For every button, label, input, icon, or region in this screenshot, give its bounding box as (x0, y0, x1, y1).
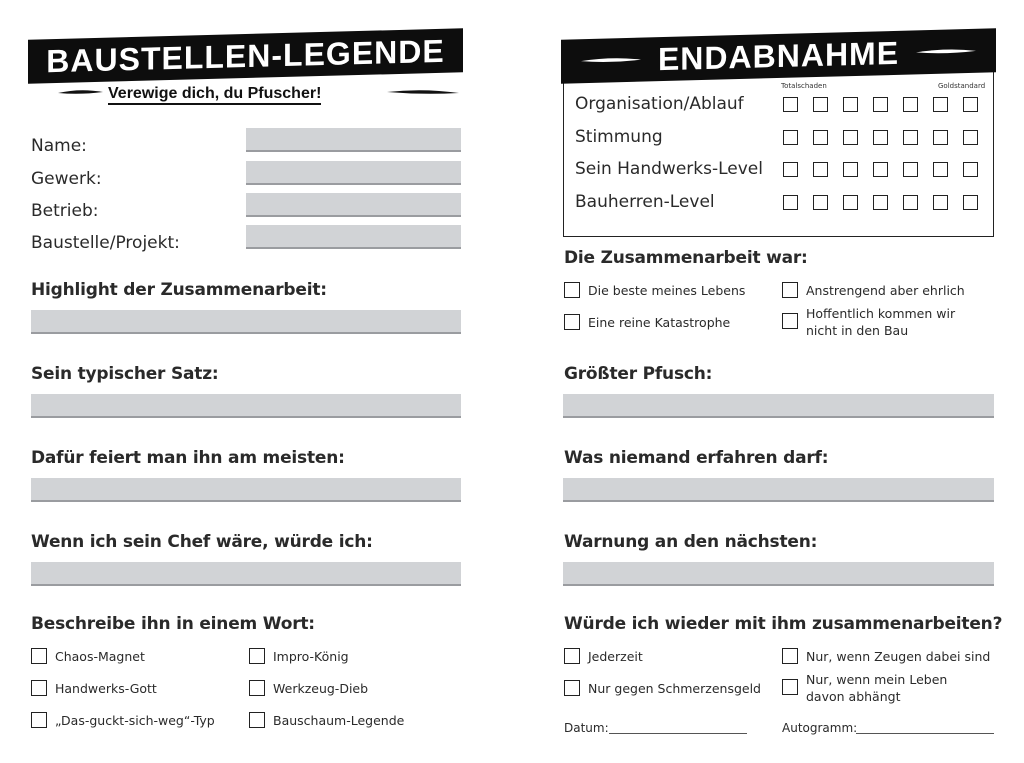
checkbox-label: Werkzeug-Dieb (273, 681, 369, 696)
checkbox-katastrophe[interactable] (564, 314, 730, 331)
question-niemand-erfahren: Was niemand erfahren darf: (564, 448, 829, 468)
checkbox-handwerks-gott[interactable] (31, 680, 157, 697)
checkbox-jederzeit[interactable] (564, 648, 643, 665)
rating-box[interactable] (843, 97, 858, 112)
field-label-name: Name: (31, 136, 87, 156)
checkbox-box[interactable] (249, 712, 265, 728)
scale-max-label: Goldstandard (938, 82, 986, 90)
field-label-baustelle: Baustelle/Projekt: (31, 233, 180, 253)
checkbox-label: Jederzeit (588, 649, 643, 664)
rating-box[interactable] (813, 130, 828, 145)
left-title-banner (28, 28, 463, 83)
checkbox-bauschaum-legende[interactable] (249, 712, 404, 729)
checkbox-label: Nur gegen Schmerzensgeld (588, 681, 761, 696)
rating-box[interactable] (963, 130, 978, 145)
rating-box[interactable] (783, 97, 798, 112)
rating-box[interactable] (873, 162, 888, 177)
rating-box[interactable] (813, 97, 828, 112)
name-field[interactable] (246, 128, 461, 152)
checkbox-box[interactable] (249, 680, 265, 696)
checkbox-das-guckt-sich-weg[interactable] (31, 712, 215, 729)
checkbox-box[interactable] (564, 282, 580, 298)
checkbox-label: Eine reine Katastrophe (588, 315, 731, 330)
rating-row-handwerks-level (575, 159, 785, 179)
checkbox-label: Bauschaum-Legende (273, 713, 405, 728)
rating-box[interactable] (783, 130, 798, 145)
rating-row-bauherren-level (575, 192, 785, 212)
checkbox-box[interactable] (564, 680, 580, 696)
checkbox-box[interactable] (782, 679, 798, 695)
rating-box[interactable] (933, 195, 948, 210)
rating-scale[interactable] (783, 97, 993, 112)
checkbox-box[interactable] (782, 282, 798, 298)
rating-box[interactable] (843, 130, 858, 145)
checkbox-impro-koenig[interactable] (249, 648, 349, 665)
question-wieder-zusammenarbeiten: Würde ich wieder mit ihm zusammenarbeiten? (564, 614, 1003, 634)
rating-box[interactable] (843, 195, 858, 210)
left-title: BAUSTELLEN-LEGENDE (46, 32, 445, 80)
rating-label: Bauherren-Level (575, 192, 715, 212)
chef-field[interactable] (31, 562, 461, 586)
checkbox-box[interactable] (782, 648, 798, 664)
checkbox-nicht-in-den-bau[interactable] (782, 305, 966, 339)
checkbox-anstrengend[interactable] (782, 282, 965, 299)
left-subtitle: Verewige dich, du Pfuscher! (108, 84, 321, 105)
subtitle-swoosh-left (58, 88, 103, 98)
rating-box[interactable] (903, 162, 918, 177)
rating-label: Organisation/Ablauf (575, 94, 744, 114)
autograph-line[interactable] (856, 733, 994, 734)
rating-box[interactable] (873, 130, 888, 145)
checkbox-label: Hoffentlich kommen wir nicht in den Bau (806, 306, 956, 338)
geheimnis-field[interactable] (563, 478, 994, 502)
checkbox-label: Nur, wenn mein Leben davon abhängt (806, 672, 948, 704)
question-groesster-pfusch: Größter Pfusch: (564, 364, 713, 384)
checkbox-box[interactable] (249, 648, 265, 664)
rating-box[interactable] (843, 162, 858, 177)
question-typischer-satz: Sein typischer Satz: (31, 364, 219, 384)
field-label-gewerk: Gewerk: (31, 169, 102, 189)
checkbox-label: Die beste meines Lebens (588, 283, 746, 298)
highlight-field[interactable] (31, 310, 461, 334)
rating-row-organisation (575, 94, 785, 114)
checkbox-box[interactable] (31, 712, 47, 728)
subtitle-swoosh-right (387, 88, 459, 98)
rating-scale[interactable] (783, 195, 993, 210)
rating-box[interactable] (813, 162, 828, 177)
field-label-betrieb: Betrieb: (31, 201, 99, 221)
checkbox-box[interactable] (31, 648, 47, 664)
checkbox-beste-meines-lebens[interactable] (564, 282, 745, 299)
checkbox-box[interactable] (564, 314, 580, 330)
rating-box[interactable] (963, 162, 978, 177)
rating-row-stimmung (575, 127, 785, 147)
rating-scale[interactable] (783, 162, 993, 177)
checkbox-label: Handwerks-Gott (55, 681, 157, 696)
question-ein-wort: Beschreibe ihn in einem Wort: (31, 614, 315, 634)
typischer-satz-field[interactable] (31, 394, 461, 418)
checkbox-box[interactable] (31, 680, 47, 696)
rating-box[interactable] (933, 130, 948, 145)
checkbox-box[interactable] (782, 313, 798, 329)
rating-box[interactable] (873, 195, 888, 210)
checkbox-werkzeug-dieb[interactable] (249, 680, 368, 697)
question-highlight: Highlight der Zusammenarbeit: (31, 280, 327, 300)
date-line[interactable] (609, 733, 747, 734)
rating-box[interactable] (963, 195, 978, 210)
checkbox-label: Anstrengend aber ehrlich (806, 283, 965, 298)
rating-box[interactable] (873, 97, 888, 112)
rating-box[interactable] (903, 130, 918, 145)
checkbox-leben-abhaengt[interactable] (782, 671, 956, 705)
title-swoosh-right (916, 47, 976, 57)
question-warnung: Warnung an den nächsten: (564, 532, 818, 552)
rating-box[interactable] (933, 162, 948, 177)
rating-box[interactable] (933, 97, 948, 112)
checkbox-label: „Das-guckt-sich-weg“-Typ (55, 713, 215, 728)
checkbox-label: Chaos-Magnet (55, 649, 145, 664)
checkbox-chaos-magnet[interactable] (31, 648, 145, 665)
rating-box[interactable] (963, 97, 978, 112)
date-label: Datum: (564, 721, 609, 735)
rating-label: Sein Handwerks-Level (575, 159, 763, 179)
betrieb-field[interactable] (246, 193, 461, 217)
rating-scale[interactable] (783, 130, 993, 145)
baustelle-field[interactable] (246, 225, 461, 249)
scale-min-label: Totalschaden (781, 82, 827, 90)
rating-box[interactable] (903, 195, 918, 210)
autograph-label: Autogramm: (782, 721, 858, 735)
right-title: ENDABNAHME (657, 34, 900, 78)
rating-box[interactable] (783, 162, 798, 177)
title-swoosh-left (581, 56, 641, 66)
gefeiert-field[interactable] (31, 478, 461, 502)
warnung-field[interactable] (563, 562, 994, 586)
checkbox-box[interactable] (564, 648, 580, 664)
pfusch-field[interactable] (563, 394, 994, 418)
checkbox-zeugen[interactable] (782, 648, 990, 665)
rating-box[interactable] (783, 195, 798, 210)
rating-label: Stimmung (575, 127, 663, 147)
checkbox-label: Nur, wenn Zeugen dabei sind (806, 649, 991, 664)
checkbox-schmerzensgeld[interactable] (564, 680, 761, 697)
rating-box[interactable] (903, 97, 918, 112)
question-chef: Wenn ich sein Chef wäre, würde ich: (31, 532, 373, 552)
checkbox-label: Impro-König (273, 649, 349, 664)
gewerk-field[interactable] (246, 161, 461, 185)
rating-box[interactable] (813, 195, 828, 210)
question-zusammenarbeit: Die Zusammenarbeit war: (564, 248, 808, 268)
question-gefeiert: Dafür feiert man ihn am meisten: (31, 448, 345, 468)
